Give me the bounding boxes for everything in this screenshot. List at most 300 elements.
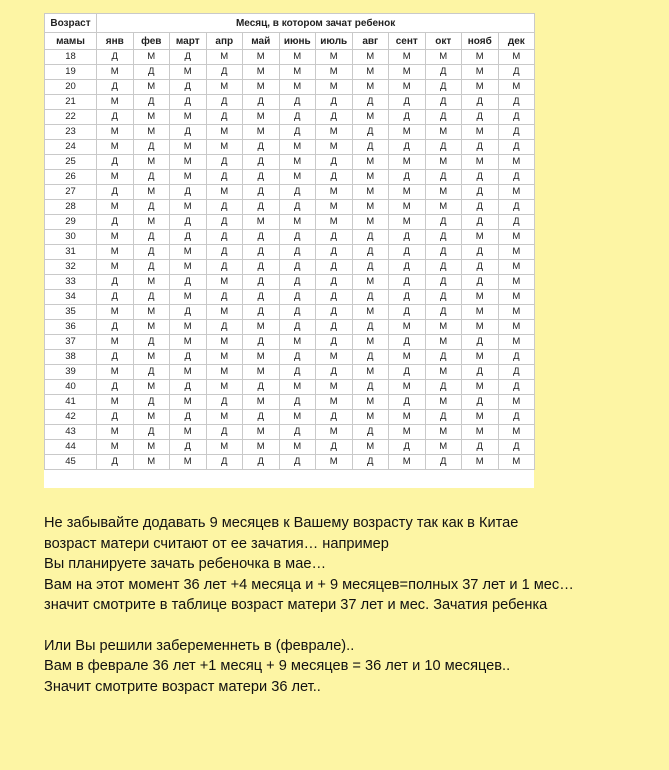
gender-cell: М — [170, 320, 207, 335]
gender-cell: М — [170, 365, 207, 380]
gender-cell: Д — [279, 185, 316, 200]
gender-cell: Д — [498, 140, 535, 155]
gender-cell: Д — [462, 335, 499, 350]
gender-cell: Д — [243, 260, 280, 275]
gender-cell: Д — [316, 110, 353, 125]
gender-cell: Д — [425, 170, 462, 185]
gender-cell: Д — [97, 215, 134, 230]
gender-cell: Д — [279, 365, 316, 380]
gender-cell: Д — [316, 290, 353, 305]
gender-cell: Д — [352, 260, 389, 275]
gender-cell: Д — [97, 455, 134, 470]
gender-cell: М — [97, 65, 134, 80]
gender-cell: М — [316, 65, 353, 80]
gender-cell: М — [352, 50, 389, 65]
gender-cell: Д — [243, 380, 280, 395]
text-line: Вам в феврале 36 лет +1 месяц + 9 месяцев = 36 лет и 10 месяцев.. — [44, 658, 511, 674]
gender-cell: М — [389, 350, 426, 365]
age-header-bottom: мамы — [45, 33, 97, 50]
gender-cell: Д — [170, 80, 207, 95]
gender-cell: Д — [352, 95, 389, 110]
age-cell: 30 — [45, 230, 97, 245]
age-cell: 31 — [45, 245, 97, 260]
gender-cell: М — [462, 50, 499, 65]
gender-cell: Д — [316, 410, 353, 425]
age-cell: 42 — [45, 410, 97, 425]
gender-cell: М — [133, 155, 170, 170]
gender-cell: Д — [243, 410, 280, 425]
gender-cell: М — [97, 140, 134, 155]
gender-cell: М — [316, 80, 353, 95]
gender-cell: Д — [462, 110, 499, 125]
gender-cell: М — [279, 170, 316, 185]
gender-cell: Д — [279, 125, 316, 140]
gender-cell: М — [352, 185, 389, 200]
gender-cell: Д — [425, 215, 462, 230]
gender-cell: Д — [97, 50, 134, 65]
gender-cell: Д — [243, 170, 280, 185]
age-cell: 19 — [45, 65, 97, 80]
gender-cell: М — [498, 455, 535, 470]
gender-cell: Д — [498, 215, 535, 230]
gender-cell: М — [389, 320, 426, 335]
gender-cell: Д — [316, 95, 353, 110]
gender-cell: Д — [206, 290, 243, 305]
gender-cell: М — [279, 215, 316, 230]
gender-cell: М — [498, 230, 535, 245]
text-line: Вам на этот момент 36 лет +4 месяца и + 9 месяцев=полных 37 лет и 1 мес… — [44, 576, 574, 593]
gender-cell: Д — [97, 155, 134, 170]
table-row — [45, 335, 535, 350]
gender-cell: М — [352, 365, 389, 380]
gender-cell: Д — [316, 260, 353, 275]
gender-cell: М — [243, 350, 280, 365]
month-header: июль — [316, 33, 353, 50]
gender-cell: Д — [279, 425, 316, 440]
gender-cell: Д — [389, 365, 426, 380]
gender-cell: М — [133, 80, 170, 95]
table-row — [45, 245, 535, 260]
gender-cell: Д — [279, 110, 316, 125]
gender-cell: М — [498, 275, 535, 290]
instructions-text — [44, 513, 664, 697]
gender-cell: Д — [97, 410, 134, 425]
gender-cell: Д — [425, 410, 462, 425]
table-row — [45, 95, 535, 110]
month-header: март — [170, 33, 207, 50]
gender-cell: М — [170, 455, 207, 470]
gender-cell: Д — [425, 95, 462, 110]
gender-cell: Д — [425, 230, 462, 245]
gender-cell: М — [170, 65, 207, 80]
gender-cell: Д — [279, 350, 316, 365]
gender-cell: Д — [206, 320, 243, 335]
gender-cell: Д — [462, 260, 499, 275]
gender-cell: М — [97, 245, 134, 260]
gender-cell: М — [316, 350, 353, 365]
gender-cell: М — [279, 380, 316, 395]
gender-cell: М — [352, 395, 389, 410]
age-cell: 22 — [45, 110, 97, 125]
gender-cell: М — [243, 110, 280, 125]
age-cell: 34 — [45, 290, 97, 305]
age-cell: 33 — [45, 275, 97, 290]
gender-cell: Д — [316, 245, 353, 260]
gender-cell: Д — [279, 395, 316, 410]
gender-cell: Д — [279, 455, 316, 470]
gender-cell: Д — [352, 140, 389, 155]
month-header: окт — [425, 33, 462, 50]
gender-cell: Д — [170, 50, 207, 65]
gender-cell: М — [243, 125, 280, 140]
gender-cell: Д — [462, 365, 499, 380]
gender-cell: Д — [279, 305, 316, 320]
age-cell: 20 — [45, 80, 97, 95]
table-row — [45, 410, 535, 425]
table-row — [45, 50, 535, 65]
gender-cell: М — [316, 140, 353, 155]
gender-cell: Д — [389, 335, 426, 350]
gender-cell: М — [97, 170, 134, 185]
gender-cell: Д — [133, 395, 170, 410]
table-row — [45, 440, 535, 455]
gender-cell: М — [498, 185, 535, 200]
gender-cell: Д — [206, 170, 243, 185]
gender-cell: М — [425, 395, 462, 410]
gender-cell: Д — [97, 380, 134, 395]
age-cell: 37 — [45, 335, 97, 350]
gender-cell: М — [389, 80, 426, 95]
gender-cell: М — [425, 320, 462, 335]
table-row — [45, 425, 535, 440]
gender-cell: М — [206, 380, 243, 395]
gender-cell: М — [170, 140, 207, 155]
gender-cell: М — [97, 230, 134, 245]
gender-cell: М — [243, 440, 280, 455]
gender-cell: Д — [389, 395, 426, 410]
month-header: апр — [206, 33, 243, 50]
gender-cell: Д — [498, 125, 535, 140]
gender-cell: М — [133, 410, 170, 425]
gender-cell: Д — [389, 290, 426, 305]
gender-cell: Д — [316, 275, 353, 290]
gender-cell: М — [316, 215, 353, 230]
gender-cell: М — [206, 350, 243, 365]
gender-cell: М — [133, 185, 170, 200]
gender-cell: Д — [206, 215, 243, 230]
gender-cell: М — [498, 290, 535, 305]
gender-cell: М — [133, 350, 170, 365]
gender-cell: Д — [170, 125, 207, 140]
gender-cell: М — [97, 95, 134, 110]
gender-cell: Д — [133, 335, 170, 350]
gender-cell: М — [170, 395, 207, 410]
table-row — [45, 80, 535, 95]
gender-cell: Д — [170, 305, 207, 320]
gender-cell: М — [352, 65, 389, 80]
text-line: возраст матери считают от ее зачатия… например — [44, 535, 389, 552]
gender-cell: Д — [133, 425, 170, 440]
age-cell: 26 — [45, 170, 97, 185]
table-header-row-months — [45, 33, 535, 50]
gender-cell: Д — [133, 65, 170, 80]
gender-cell: М — [206, 305, 243, 320]
gender-cell: М — [352, 440, 389, 455]
month-group-header: Месяц, в котором зачат ребенок — [97, 14, 535, 33]
gender-cell: М — [279, 410, 316, 425]
gender-cell: Д — [206, 395, 243, 410]
gender-cell: М — [498, 320, 535, 335]
gender-cell: М — [389, 200, 426, 215]
gender-cell: М — [352, 275, 389, 290]
gender-cell: М — [462, 290, 499, 305]
gender-cell: Д — [498, 380, 535, 395]
gender-cell: Д — [97, 320, 134, 335]
age-cell: 45 — [45, 455, 97, 470]
gender-cell: М — [462, 455, 499, 470]
gender-cell: Д — [425, 380, 462, 395]
gender-cell: М — [352, 170, 389, 185]
gender-cell: М — [425, 125, 462, 140]
gender-cell: Д — [498, 200, 535, 215]
gender-cell: М — [498, 245, 535, 260]
gender-cell: Д — [498, 170, 535, 185]
gender-cell: М — [133, 50, 170, 65]
conception-chart — [44, 13, 534, 488]
gender-cell: М — [133, 215, 170, 230]
age-cell: 39 — [45, 365, 97, 380]
gender-cell: М — [389, 125, 426, 140]
text-line: значит смотрите в таблице возраст матери 37 лет и мес. Зачатия ребенка — [44, 597, 548, 613]
gender-cell: М — [243, 65, 280, 80]
gender-cell: М — [352, 200, 389, 215]
gender-cell: М — [316, 455, 353, 470]
gender-cell: М — [133, 110, 170, 125]
table-row — [45, 275, 535, 290]
gender-cell: Д — [279, 200, 316, 215]
age-cell: 27 — [45, 185, 97, 200]
gender-cell: М — [425, 425, 462, 440]
gender-cell: Д — [462, 140, 499, 155]
gender-cell: Д — [462, 215, 499, 230]
table-row — [45, 395, 535, 410]
gender-cell: М — [498, 155, 535, 170]
gender-cell: Д — [206, 230, 243, 245]
gender-cell: Д — [352, 230, 389, 245]
gender-cell: Д — [97, 290, 134, 305]
gender-cell: М — [389, 425, 426, 440]
gender-cell: Д — [462, 170, 499, 185]
gender-cell: М — [279, 440, 316, 455]
paragraph-gap — [44, 616, 664, 636]
gender-cell: Д — [97, 80, 134, 95]
gender-cell: Д — [279, 320, 316, 335]
gender-cell: М — [170, 155, 207, 170]
gender-cell: М — [243, 215, 280, 230]
table-row — [45, 260, 535, 275]
gender-cell: М — [133, 305, 170, 320]
gender-cell: Д — [206, 65, 243, 80]
gender-cell: М — [279, 65, 316, 80]
gender-cell: М — [97, 425, 134, 440]
month-header: май — [243, 33, 280, 50]
gender-cell: М — [97, 440, 134, 455]
gender-cell: М — [243, 80, 280, 95]
gender-cell: М — [206, 335, 243, 350]
gender-cell: Д — [279, 260, 316, 275]
gender-cell: М — [462, 410, 499, 425]
table-row — [45, 305, 535, 320]
gender-cell: М — [170, 335, 207, 350]
gender-cell: Д — [243, 455, 280, 470]
gender-cell: Д — [243, 275, 280, 290]
conception-table — [44, 13, 535, 470]
table-header-row-top — [45, 14, 535, 33]
gender-cell: М — [133, 125, 170, 140]
gender-cell: М — [462, 230, 499, 245]
gender-cell: М — [133, 440, 170, 455]
gender-cell: Д — [498, 350, 535, 365]
gender-cell: Д — [243, 95, 280, 110]
gender-cell: Д — [243, 335, 280, 350]
gender-cell: М — [352, 215, 389, 230]
gender-cell: М — [425, 155, 462, 170]
gender-cell: Д — [389, 140, 426, 155]
gender-cell: М — [462, 320, 499, 335]
gender-cell: М — [316, 425, 353, 440]
table-row — [45, 380, 535, 395]
gender-cell: Д — [243, 155, 280, 170]
text-line: Значит смотрите возраст матери 36 лет.. — [44, 678, 321, 695]
gender-cell: М — [425, 50, 462, 65]
gender-cell: Д — [206, 260, 243, 275]
gender-cell: М — [243, 50, 280, 65]
gender-cell: Д — [389, 110, 426, 125]
gender-cell: М — [498, 305, 535, 320]
table-row — [45, 170, 535, 185]
month-header: дек — [498, 33, 535, 50]
month-header: авг — [352, 33, 389, 50]
gender-cell: М — [133, 275, 170, 290]
gender-cell: М — [206, 50, 243, 65]
gender-cell: М — [462, 425, 499, 440]
gender-cell: Д — [316, 230, 353, 245]
gender-cell: М — [389, 410, 426, 425]
gender-cell: Д — [170, 230, 207, 245]
gender-cell: М — [316, 125, 353, 140]
gender-cell: Д — [425, 455, 462, 470]
gender-cell: Д — [170, 380, 207, 395]
gender-cell: М — [389, 215, 426, 230]
gender-cell: Д — [97, 275, 134, 290]
gender-cell: Д — [316, 335, 353, 350]
gender-cell: М — [462, 350, 499, 365]
gender-cell: Д — [425, 65, 462, 80]
gender-cell: М — [389, 185, 426, 200]
table-row — [45, 215, 535, 230]
gender-cell: М — [316, 380, 353, 395]
gender-cell: Д — [133, 95, 170, 110]
gender-cell: М — [97, 125, 134, 140]
gender-cell: М — [316, 50, 353, 65]
gender-cell: Д — [243, 200, 280, 215]
gender-cell: М — [389, 50, 426, 65]
gender-cell: Д — [170, 440, 207, 455]
gender-cell: Д — [316, 440, 353, 455]
age-header-top: Возраст — [45, 14, 97, 33]
gender-cell: Д — [352, 380, 389, 395]
gender-cell: М — [425, 440, 462, 455]
gender-cell: Д — [206, 95, 243, 110]
gender-cell: М — [389, 65, 426, 80]
gender-cell: М — [425, 200, 462, 215]
gender-cell: М — [206, 365, 243, 380]
gender-cell: Д — [170, 350, 207, 365]
gender-cell: М — [279, 50, 316, 65]
gender-cell: Д — [206, 155, 243, 170]
gender-cell: Д — [462, 185, 499, 200]
age-cell: 40 — [45, 380, 97, 395]
gender-cell: Д — [498, 95, 535, 110]
gender-cell: Д — [316, 155, 353, 170]
text-line: Или Вы решили забеременнеть в (феврале).. — [44, 637, 355, 654]
gender-cell: Д — [97, 185, 134, 200]
gender-cell: М — [133, 320, 170, 335]
gender-cell: Д — [170, 275, 207, 290]
age-cell: 29 — [45, 215, 97, 230]
gender-cell: М — [170, 425, 207, 440]
table-body — [45, 50, 535, 470]
gender-cell: М — [170, 110, 207, 125]
gender-cell: М — [97, 335, 134, 350]
table-row — [45, 140, 535, 155]
gender-cell: Д — [279, 95, 316, 110]
gender-cell: Д — [462, 95, 499, 110]
gender-cell: Д — [316, 305, 353, 320]
gender-cell: М — [279, 155, 316, 170]
table-row — [45, 155, 535, 170]
table-row — [45, 320, 535, 335]
gender-cell: М — [498, 335, 535, 350]
gender-cell: Д — [97, 110, 134, 125]
gender-cell: М — [352, 305, 389, 320]
gender-cell: М — [316, 395, 353, 410]
gender-cell: М — [279, 335, 316, 350]
table-row — [45, 365, 535, 380]
gender-cell: Д — [206, 455, 243, 470]
gender-cell: Д — [389, 260, 426, 275]
gender-cell: М — [170, 170, 207, 185]
gender-cell: М — [498, 80, 535, 95]
gender-cell: М — [170, 260, 207, 275]
gender-cell: Д — [389, 170, 426, 185]
gender-cell: М — [206, 410, 243, 425]
gender-cell: Д — [425, 290, 462, 305]
gender-cell: Д — [498, 65, 535, 80]
age-cell: 35 — [45, 305, 97, 320]
text-line: Не забывайте додавать 9 месяцев к Вашему возрасту так как в Китае — [44, 515, 519, 531]
gender-cell: М — [170, 200, 207, 215]
gender-cell: М — [389, 455, 426, 470]
gender-cell: М — [243, 320, 280, 335]
gender-cell: Д — [352, 290, 389, 305]
gender-cell: Д — [352, 125, 389, 140]
gender-cell: Д — [389, 305, 426, 320]
gender-cell: Д — [425, 110, 462, 125]
gender-cell: Д — [206, 200, 243, 215]
gender-cell: Д — [279, 245, 316, 260]
age-cell: 28 — [45, 200, 97, 215]
